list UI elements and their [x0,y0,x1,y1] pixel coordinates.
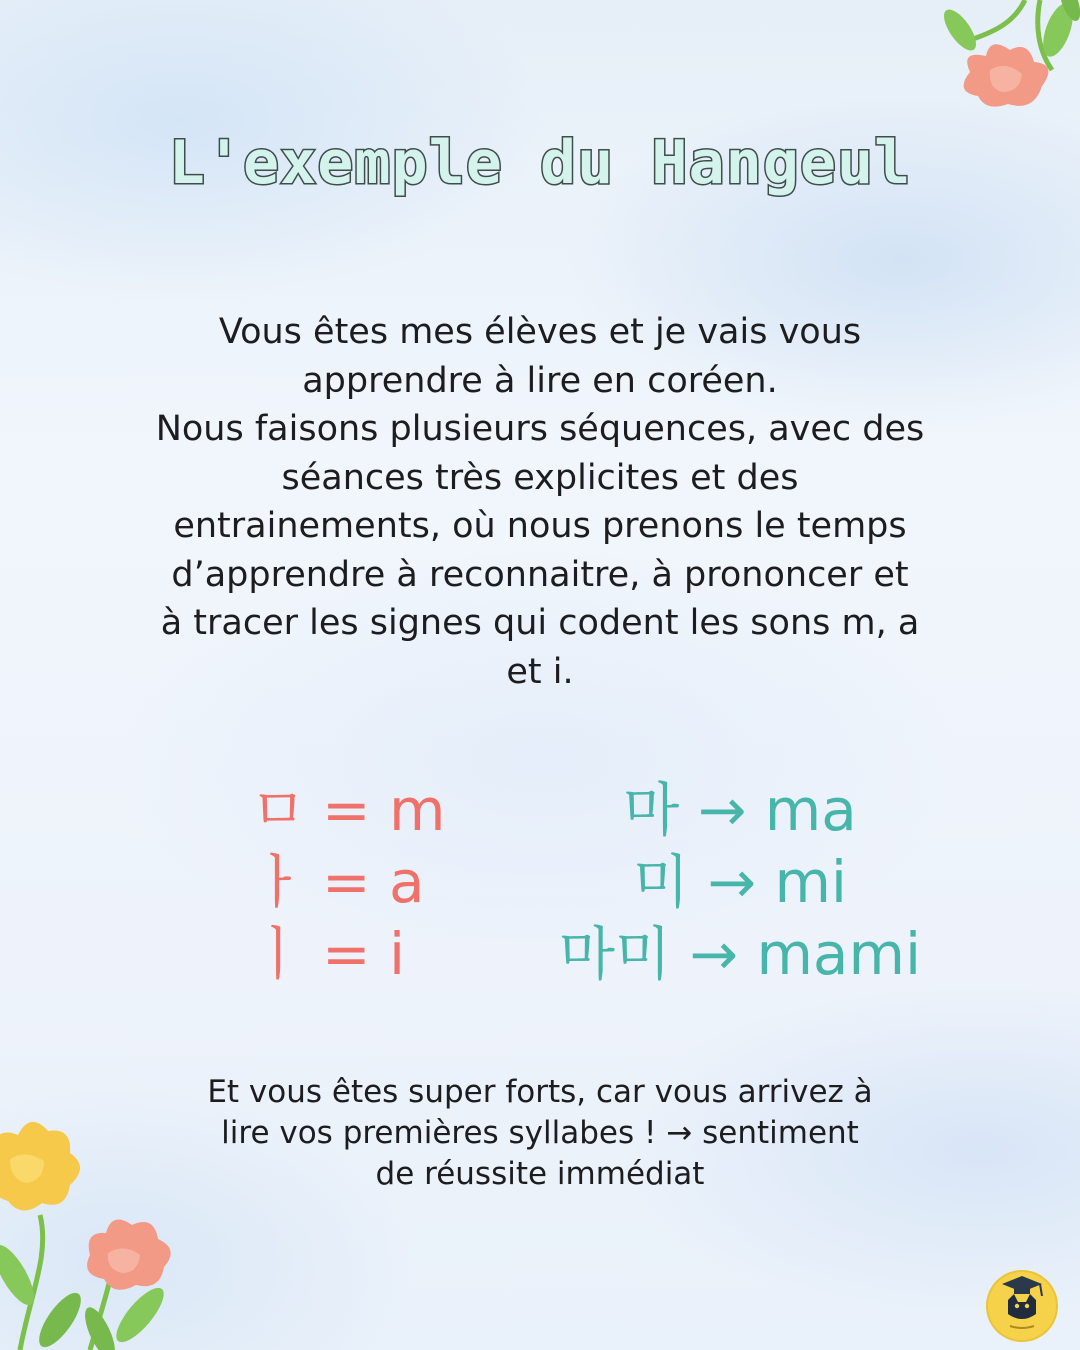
intro-line: et i. [506,651,574,692]
conclusion-line: Et vous êtes super forts, car vous arrivez à [207,1074,873,1110]
intro-line: à tracer les signes qui codent les sons m, a [160,603,920,643]
syllable-reading: mi [774,848,848,916]
syllable-row [520,775,960,845]
intro-line: apprendre à lire en coréen. [302,360,778,401]
letter-sound-row [240,775,450,845]
page-title: L'exemple du Hangeul [168,128,912,198]
cat-graduation-cap-icon [986,1270,1058,1342]
hangeul-syllable: 미 [632,848,689,916]
syllable-reading: ma [764,776,857,844]
intro-line: Vous êtes mes élèves et je vais vous [218,312,862,352]
hangeul-letter: ㅁ [249,776,307,844]
arrow-icon: → [697,776,747,844]
syllable-row [520,919,960,989]
hangeul-syllable: 마미 [558,920,671,988]
syllable-row [520,847,960,917]
hangeul-letter: ㅣ [249,920,307,988]
intro-line: d’apprendre à reconnaitre, à prononcer et [171,554,909,595]
hangeul-letter: ㅏ [249,848,307,916]
intro-line: Nous faisons plusieurs séquences, avec des [155,409,925,449]
intro-line: entrainements, où nous prenons le temps [173,506,907,546]
letter-sound: = m [322,776,446,844]
conclusion-line: de réussite immédiat [375,1156,705,1192]
letter-sound: = i [322,920,406,988]
arrow-icon: → [689,920,738,988]
arrow-icon: → [707,848,756,916]
logo [986,1270,1058,1342]
syllable-reading: mami [756,920,922,988]
intro-line: séances très explicites et des [281,457,799,498]
letter-sound-row [240,919,450,989]
conclusion-line: lire vos premières syllabes ! → sentiment [221,1115,859,1151]
flower-top-right-icon [930,0,1080,140]
letter-sound-row [240,847,450,917]
conclusion-paragraph [170,1072,910,1195]
hangeul-syllable: 마 [623,776,680,844]
intro-paragraph [110,308,970,696]
hangeul-demo [0,775,1080,995]
letter-sound: = a [322,848,425,916]
